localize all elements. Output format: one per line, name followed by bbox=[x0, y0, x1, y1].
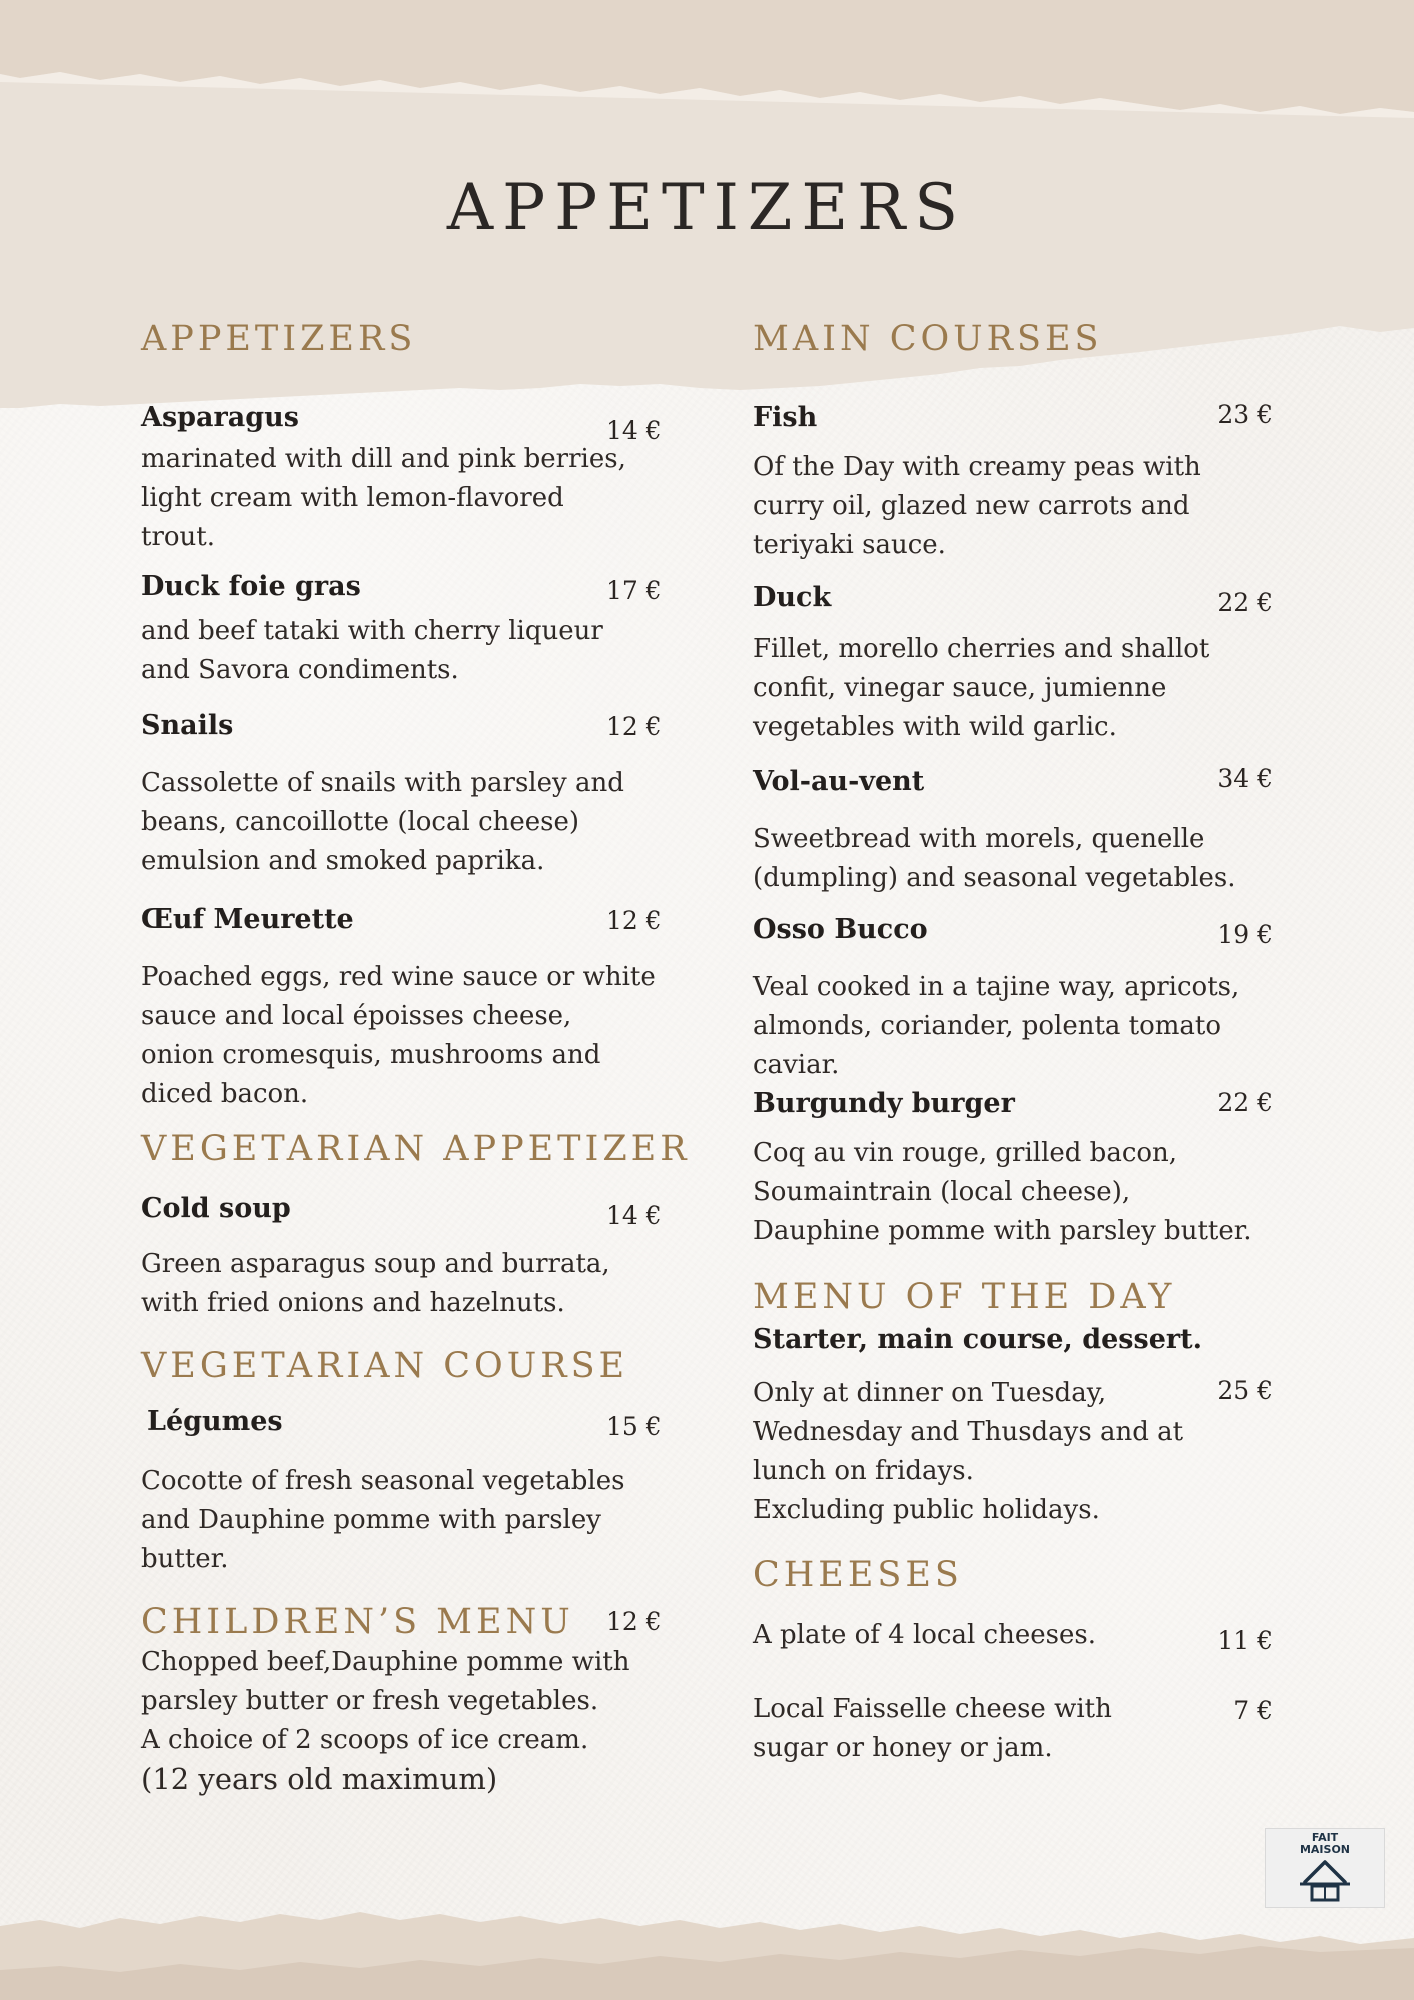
item-description: Of the Day with creamy peas with curry oil, glazed new carrots and teriyaki sauce. bbox=[753, 452, 1201, 560]
item-price: 14 € bbox=[606, 1201, 662, 1230]
section-title-vegetarian-course: VEGETARIAN COURSE bbox=[141, 1346, 629, 1386]
menu-of-the-day-subtitle: Starter, main course, dessert. bbox=[753, 1324, 1202, 1355]
item-description: Fillet, morello cherries and shallot confit, vinegar sauce, jumienne vegetables with wild garlic. bbox=[753, 634, 1210, 742]
item-description: Poached eggs, red wine sauce or white sauce and local époisses cheese, onion cromesquis, mushrooms and diced bacon. bbox=[141, 962, 656, 1109]
item-description: Local Faisselle cheese with sugar or honey or jam. bbox=[753, 1694, 1112, 1763]
menu-item-oeuf-meurette bbox=[141, 904, 726, 1114]
item-price: 19 € bbox=[1217, 920, 1273, 949]
item-name: Burgundy burger bbox=[753, 1088, 1015, 1119]
item-price: 25 € bbox=[1217, 1376, 1273, 1405]
main-courses-section bbox=[753, 318, 1273, 360]
item-name: Osso Bucco bbox=[753, 914, 928, 945]
vegetarian-course-section bbox=[141, 1345, 726, 1387]
menu-item-osso-bucco bbox=[753, 914, 1273, 1085]
item-description: Coq au vin rouge, grilled bacon, Soumaintrain (local cheese), Dauphine pomme with parsley butter. bbox=[753, 1138, 1252, 1246]
item-price: 22 € bbox=[1217, 1088, 1273, 1117]
item-price: 17 € bbox=[606, 576, 662, 605]
item-name: Légumes bbox=[147, 1406, 283, 1437]
badge-line1: FAIT bbox=[1311, 1831, 1339, 1844]
item-price: 34 € bbox=[1217, 764, 1273, 793]
section-title-main-courses: MAIN COURSES bbox=[753, 319, 1103, 359]
menu-item-duck-foie-gras bbox=[141, 571, 726, 690]
item-description: Only at dinner on Tuesday, Wednesday and Thusdays and at lunch on fridays. Excluding public holidays. bbox=[753, 1378, 1184, 1525]
menu-item-snails bbox=[141, 710, 726, 881]
house-icon bbox=[1290, 1856, 1360, 1904]
section-title-appetizers: APPETIZERS bbox=[141, 319, 417, 359]
item-name: Asparagus bbox=[141, 402, 299, 433]
item-name: Snails bbox=[141, 710, 234, 741]
item-price: 12 € bbox=[606, 712, 662, 741]
item-name: Duck foie gras bbox=[141, 571, 361, 602]
item-description: and beef tataki with cherry liqueur and Savora condiments. bbox=[141, 616, 603, 685]
badge-line2: MAISON bbox=[1299, 1843, 1351, 1856]
item-name: Vol-au-vent bbox=[753, 766, 925, 797]
item-price: 7 € bbox=[1233, 1696, 1273, 1725]
menu-item-duck bbox=[753, 582, 1273, 747]
vegetarian-appetizer-section bbox=[141, 1128, 726, 1170]
section-title-childrens-menu: CHILDREN’S MENU bbox=[141, 1602, 574, 1642]
item-description: marinated with dill and pink berries, light cream with lemon-flavored trout. bbox=[141, 444, 626, 552]
item-name: Cold soup bbox=[141, 1193, 291, 1224]
item-description: A plate of 4 local cheeses. bbox=[753, 1620, 1096, 1650]
item-price: 12 € bbox=[606, 1607, 662, 1636]
item-description: Chopped beef,Dauphine pomme with parsley butter or fresh vegetables. A choice of 2 scoops of ice cream. bbox=[141, 1647, 630, 1755]
item-price: 11 € bbox=[1217, 1626, 1273, 1655]
item-description: Green asparagus soup and burrata, with fried onions and hazelnuts. bbox=[141, 1249, 610, 1318]
cheeses-section bbox=[753, 1554, 1273, 1596]
menu-item-cold-soup bbox=[141, 1193, 726, 1323]
item-price: 12 € bbox=[606, 906, 662, 935]
item-name: Fish bbox=[753, 402, 818, 433]
menu-item-cheese-plate bbox=[753, 1616, 1273, 1655]
childrens-menu-section bbox=[141, 1601, 726, 1798]
childrens-menu-note: (12 years old maximum) bbox=[141, 1762, 498, 1796]
menu-item-faisselle bbox=[753, 1690, 1273, 1768]
menu-item-fish bbox=[753, 402, 1273, 565]
section-title-vegetarian-appetizer: VEGETARIAN APPETIZER bbox=[141, 1129, 691, 1169]
item-price: 14 € bbox=[606, 416, 662, 445]
menu-item-asparagus bbox=[141, 402, 726, 557]
appetizers-section bbox=[141, 318, 726, 360]
item-description: Cassolette of snails with parsley and beans, cancoillotte (local cheese) emulsion and smoked paprika. bbox=[141, 768, 624, 876]
item-price: 23 € bbox=[1217, 400, 1273, 429]
item-description: Sweetbread with morels, quenelle (dumpling) and seasonal vegetables. bbox=[753, 824, 1236, 893]
torn-paper-bottom bbox=[0, 1890, 1414, 2000]
section-title-cheeses: CHEESES bbox=[753, 1555, 963, 1595]
item-name: Œuf Meurette bbox=[141, 904, 354, 935]
menu-of-the-day-section bbox=[753, 1276, 1273, 1530]
section-title-menu-of-the-day: MENU OF THE DAY bbox=[753, 1277, 1176, 1317]
item-price: 22 € bbox=[1217, 588, 1273, 617]
menu-item-legumes bbox=[141, 1406, 726, 1579]
menu-item-vol-au-vent bbox=[753, 766, 1273, 898]
item-price: 15 € bbox=[606, 1412, 662, 1441]
menu-item-burgundy-burger bbox=[753, 1088, 1273, 1251]
item-description: Veal cooked in a tajine way, apricots, almonds, coriander, polenta tomato caviar. bbox=[753, 972, 1240, 1080]
item-name: Duck bbox=[753, 582, 832, 613]
fait-maison-badge bbox=[1265, 1828, 1385, 1908]
item-description: Cocotte of fresh seasonal vegetables and Dauphine pomme with parsley butter. bbox=[141, 1466, 625, 1574]
page-title: APPETIZERS bbox=[446, 170, 968, 245]
